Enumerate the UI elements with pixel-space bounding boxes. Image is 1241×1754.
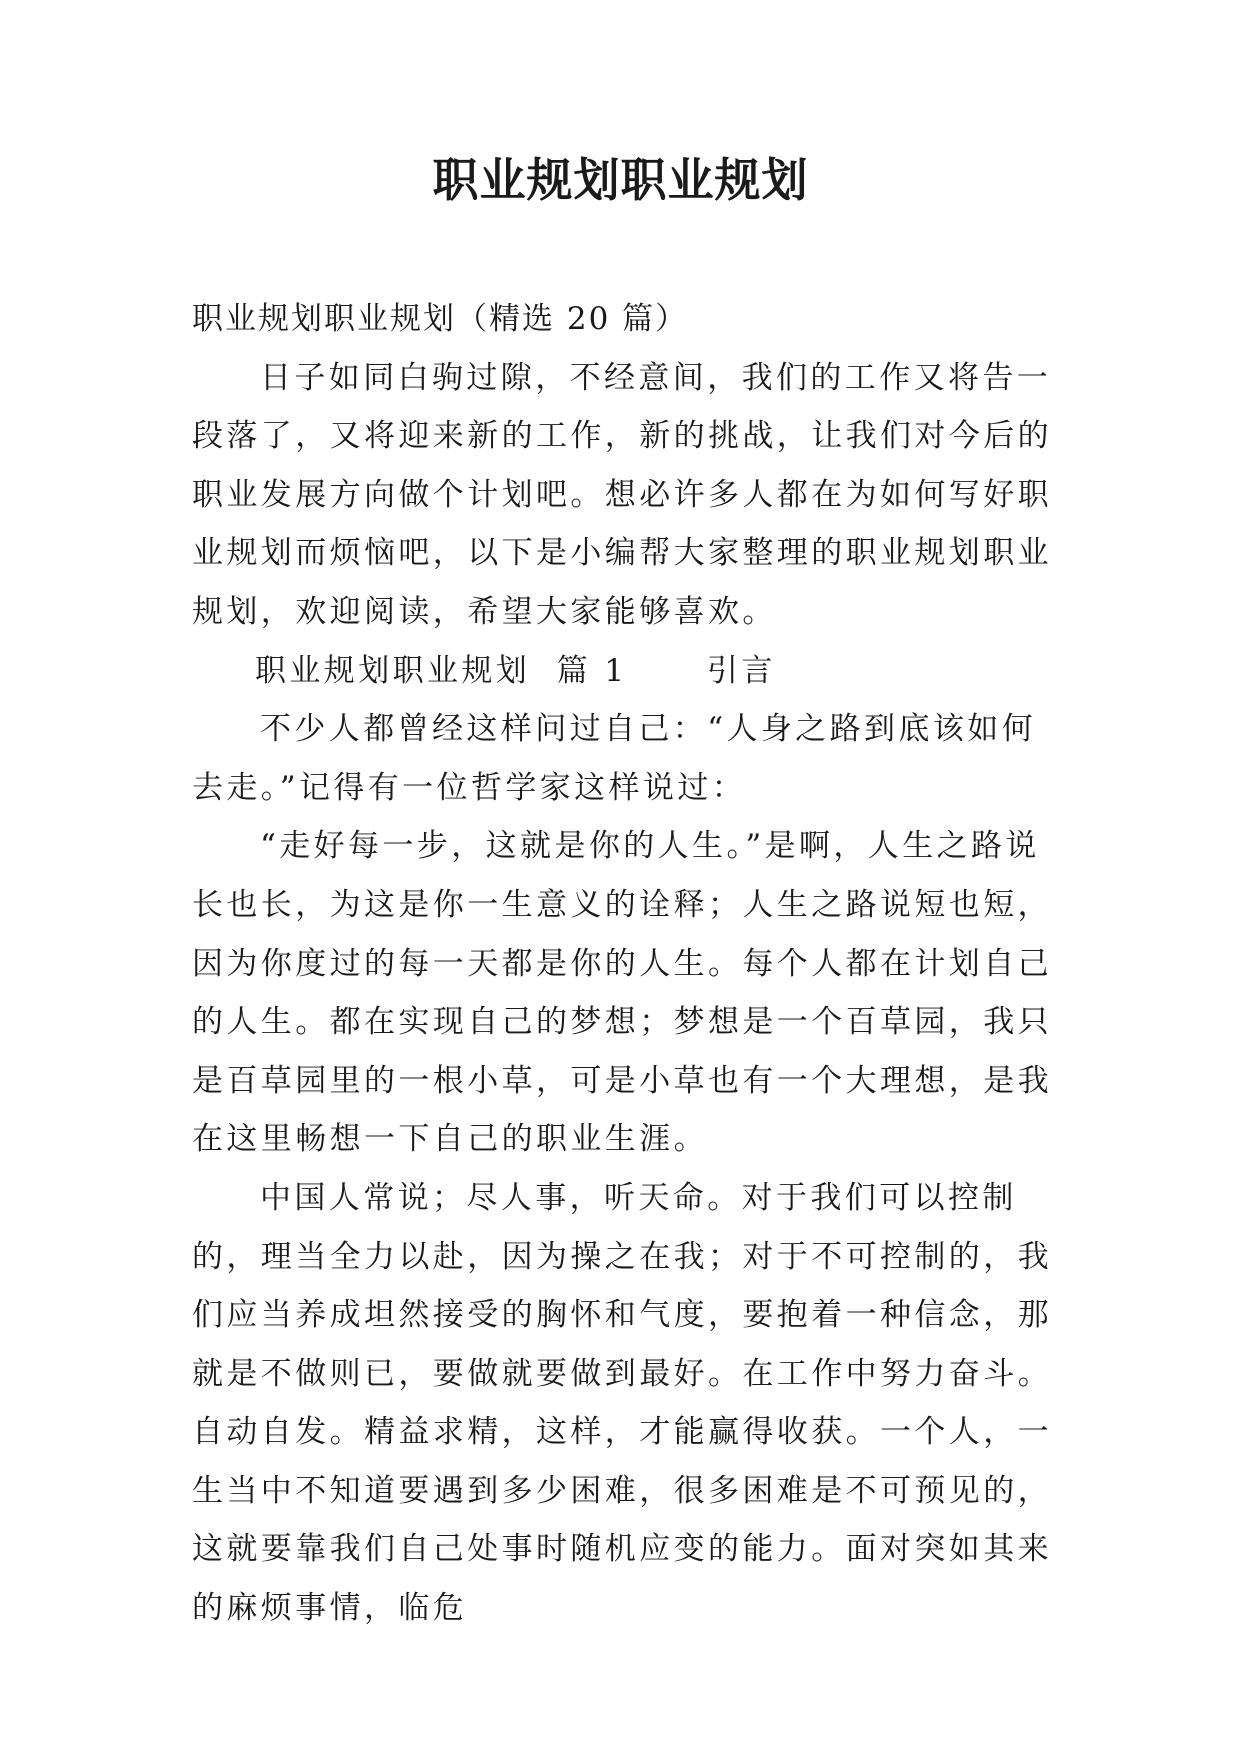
section-paragraph: “走好每一步，这就是你的人生。”是啊，人生之路说长也长，为这是你一生意义的诠释；人生之路说短也短，因为你度过的每一天都是你的人生。每个人都在计划自己的人生。都在实现自己的梦想；梦想是一个百草园，我只是百草园里的一根小草，可是小草也有一个大理想，是我在这里畅想一下自己的职业生涯。	[192, 828, 1052, 1158]
document-subtitle: 职业规划职业规划（精选 20 篇）	[192, 301, 689, 337]
section-heading: 职业规划职业规划 篇 1 引言	[255, 652, 776, 689]
document-title: 职业规划职业规划	[432, 153, 809, 207]
intro-paragraph: 日子如同白驹过隙，不经意间，我们的工作又将告一段落了，又将迎来新的工作，新的挑战，让我们对今后的职业发展方向做个计划吧。想必许多人都在为如何写好职业规划而烦恼吧，以下是小编帮大家整理的职业规划职业规划，欢迎阅读，希望大家能够喜欢。	[192, 359, 1052, 630]
section-paragraph: 中国人常说；尽人事，听天命。对于我们可以控制的，理当全力以赴，因为操之在我；对于不可控制的，我们应当养成坦然接受的胸怀和气度，要抱着一种信念，那就是不做则已，要做就要做到最好。在工作中努力奋斗。自动自发。精益求精，这样，才能赢得收获。一个人，一生当中不知道要遇到多少困难，很多困难是不可预见的，这就要靠我们自己处事时随机应变的能力。面对突如其来的麻烦事情，临危	[192, 1179, 1052, 1627]
document-body	[192, 290, 1062, 1638]
section-paragraph: 不少人都曾经这样问过自己：“人身之路到底该如何去走。”记得有一位哲学家这样说过：	[192, 711, 1037, 806]
